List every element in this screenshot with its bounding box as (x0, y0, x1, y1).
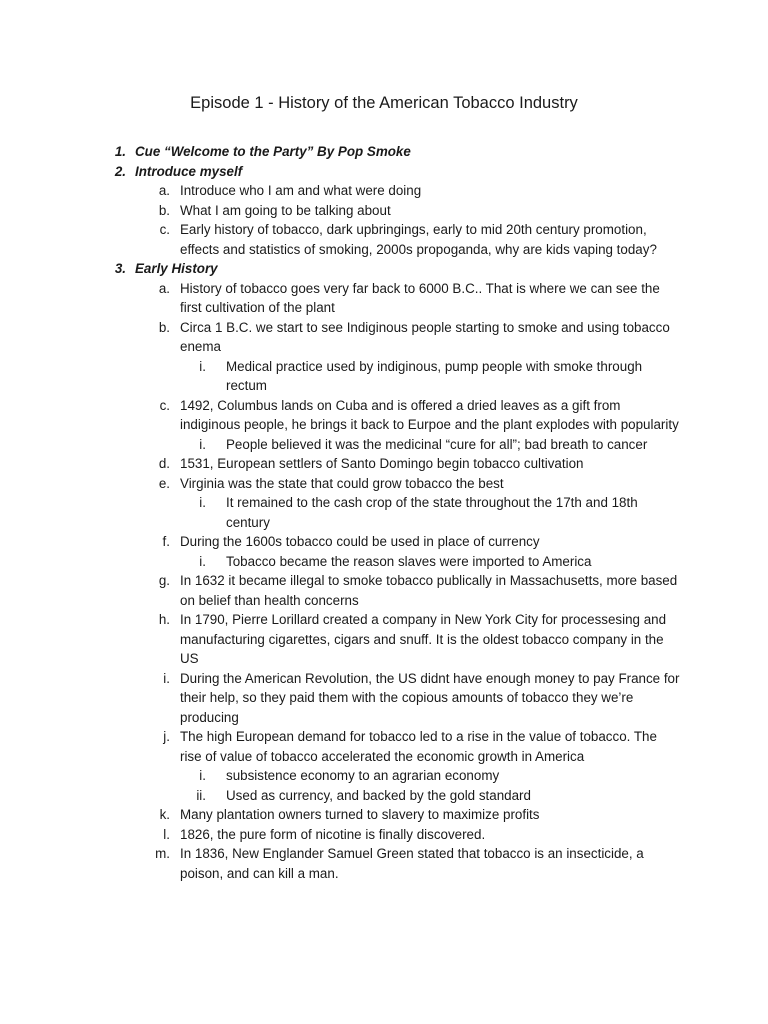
outline-item-text: During the American Revolution, the US didnt have enough money to pay France for their help, so they paid them with the copious amounts of tobacco they we’re producing (180, 670, 680, 725)
outline-item-marker: l. (163, 826, 170, 842)
outline-item-level-1 (0, 142, 768, 162)
outline-item-text: Cue “Welcome to the Party” By Pop Smoke (135, 144, 411, 159)
outline-item-marker: m. (155, 846, 170, 861)
outline-item-level-2 (0, 318, 768, 357)
outline-item-level-2 (0, 220, 768, 259)
outline-item-level-2 (0, 201, 768, 221)
outline-item-level-2 (0, 454, 768, 474)
outline-item-text: Circa 1 B.C. we start to see Indiginous people starting to smoke and using tobacco enema (180, 319, 670, 354)
outline-item-marker: 1. (114, 144, 126, 159)
outline-item-level-3 (0, 435, 768, 455)
outline-item-text: Early history of tobacco, dark upbringings, early to mid 20th century promotion, effects and statistics of smoking, 2000s propoganda, why are kids vaping today? (180, 222, 657, 257)
outline-item-text: People believed it was the medicinal “cure for all”; bad breath to cancer (226, 436, 648, 452)
outline-item-text: Tobacco became the reason slaves were imported to America (226, 553, 592, 569)
outline-item-level-2 (0, 610, 768, 669)
outline-item-level-2 (0, 571, 768, 610)
outline-item-marker: i. (199, 553, 206, 569)
outline-item-text: Medical practice used by indiginous, pump people with smoke through rectum (226, 358, 643, 393)
outline-item-marker: e. (158, 475, 170, 491)
outline-item-marker: b. (158, 202, 170, 218)
outline-item-text: History of tobacco goes very far back to 6000 B.C.. That is where we can see the first cultivation of the plant (180, 280, 660, 315)
outline-item-text: During the 1600s tobacco could be used in place of currency (180, 534, 540, 549)
outline-item-level-1 (0, 162, 768, 182)
outline-item-level-2 (0, 727, 768, 766)
outline-item-marker: 2. (114, 163, 126, 179)
outline-item-marker: 3. (114, 261, 126, 276)
outline-item-marker: j. (163, 729, 170, 744)
outline-item-level-3 (0, 786, 768, 806)
outline-item-marker: c. (159, 222, 170, 237)
outline-item-text: Early History (135, 261, 218, 276)
outline-item-marker: i. (199, 768, 206, 783)
outline-item-text: Used as currency, and backed by the gold standard (226, 787, 531, 803)
outline-item-marker: b. (158, 319, 170, 335)
outline-item-marker: c. (159, 397, 170, 413)
outline-item-text: In 1632 it became illegal to smoke tobacco publically in Massachusetts, more based on belief than health concerns (180, 573, 678, 608)
outline-item-level-2 (0, 805, 768, 825)
page-title: Episode 1 - History of the American Tobacco Industry (190, 94, 578, 112)
outline-item-marker: i. (163, 670, 170, 686)
outline-item-marker: d. (158, 456, 170, 471)
outline-item-level-3 (0, 357, 768, 396)
outline-item-level-3 (0, 552, 768, 572)
outline-item-text: 1492, Columbus lands on Cuba and is offered a dried leaves as a gift from indiginous people, he brings it back to Eurpoe and the plant explodes with popularity (180, 397, 679, 432)
outline-item-text: Introduce myself (135, 163, 243, 179)
outline-item-text: In 1790, Pierre Lorillard created a company in New York City for processesing and manufacturing cigarettes, cigars and snuff. It is the oldest tobacco company in the US (180, 612, 667, 666)
outline-item-marker: a. (158, 183, 170, 198)
outline-item-text: Virginia was the state that could grow tobacco the best (180, 475, 504, 491)
outline-item-text: In 1836, New Englander Samuel Green stated that tobacco is an insecticide, a poison, and can kill a man. (180, 846, 644, 881)
outline-item-marker: f. (162, 534, 170, 549)
outline-item-marker: i. (199, 436, 206, 452)
outline-item-level-1 (0, 259, 768, 279)
outline-item-marker: i. (199, 358, 206, 374)
outline-item-text: What I am going to be talking about (180, 202, 391, 218)
outline-item-marker: i. (199, 495, 206, 510)
outline-item-level-2 (0, 669, 768, 728)
outline-item-level-3 (0, 493, 768, 532)
outline-item-text: Introduce who I am and what were doing (180, 183, 422, 198)
outline-item-marker: ii. (196, 787, 206, 803)
outline-item-level-2 (0, 825, 768, 845)
outline-item-text: Many plantation owners turned to slavery to maximize profits (180, 807, 540, 822)
outline-item-level-2 (0, 181, 768, 201)
outline-item-text: 1826, the pure form of nicotine is finally discovered. (180, 826, 486, 842)
outline-item-text: 1531, European settlers of Santo Domingo begin tobacco cultivation (180, 456, 584, 471)
outline-item-level-2 (0, 279, 768, 318)
outline-item-marker: k. (159, 807, 170, 822)
outline-item-level-2 (0, 396, 768, 435)
outline-item-text: subsistence economy to an agrarian economy (226, 768, 500, 783)
outline-item-level-2 (0, 532, 768, 552)
outline-item-marker: g. (158, 573, 170, 588)
outline-item-marker: a. (158, 280, 170, 296)
outline-item-marker: h. (158, 612, 170, 627)
outline-item-text: It remained to the cash crop of the state throughout the 17th and 18th century (226, 495, 638, 530)
outline-item-level-2 (0, 844, 768, 883)
outline-item-level-2 (0, 474, 768, 494)
outline-item-level-3 (0, 766, 768, 786)
outline-item-text: The high European demand for tobacco led to a rise in the value of tobacco. The rise of value of tobacco accelerated the economic growth in America (180, 729, 657, 764)
outline-list (0, 142, 768, 883)
